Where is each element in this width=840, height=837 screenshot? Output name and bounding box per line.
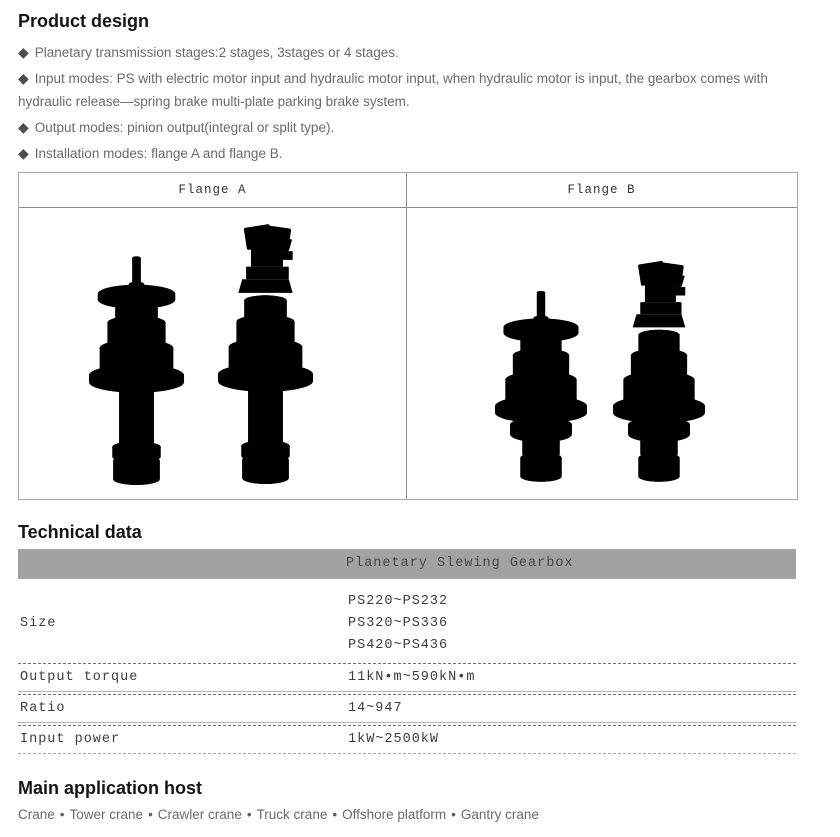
gearbox-drawing-electric-flange-b xyxy=(494,286,588,485)
input-power-value: 1kW~2500kW xyxy=(348,732,440,747)
bullet-text: Output modes: pinion output(integral or split type). xyxy=(34,120,335,135)
row-label: Output torque xyxy=(20,670,139,685)
list-dot-separator: • xyxy=(148,807,153,822)
row-label: Size xyxy=(20,616,57,631)
application-item: Tower crane xyxy=(69,807,144,822)
diamond-bullet-icon: ◆ xyxy=(18,70,29,86)
flange-a-label: Flange A xyxy=(178,183,247,197)
list-dot-separator: • xyxy=(451,807,456,822)
row-label: Input power xyxy=(20,732,121,747)
diamond-bullet-icon: ◆ xyxy=(18,145,29,161)
table-row-ratio xyxy=(18,695,796,722)
table-header-band xyxy=(18,549,796,579)
technical-data-heading: Technical data xyxy=(18,522,142,542)
table-row-output-torque xyxy=(18,664,796,691)
gearbox-drawing-hydraulic-flange-a xyxy=(217,221,314,485)
size-value: PS220~PS232 xyxy=(348,594,449,609)
figure-column-divider xyxy=(406,208,407,499)
flange-b-label: Flange B xyxy=(406,173,796,207)
application-list xyxy=(18,805,820,824)
ratio-value: 14~947 xyxy=(348,701,403,716)
list-dot-separator: • xyxy=(59,807,65,822)
row-separator xyxy=(18,753,796,754)
bullet-text: Input modes: PS with electric motor input and hydraulic motor input, when hydraulic motor is input, the gearbox comes with hydraulic release—spring brake multi-plate parking brake system. xyxy=(18,71,768,109)
output-torque-value: 11kN•m~590kN•m xyxy=(348,670,476,685)
gearbox-drawing-electric-flange-a xyxy=(88,251,185,488)
size-value: PS420~PS436 xyxy=(348,638,449,653)
table-row-size xyxy=(18,579,796,663)
product-design-heading: Product design xyxy=(18,11,150,31)
gearbox-drawing-hydraulic-flange-b xyxy=(612,258,706,485)
flange-figure-header xyxy=(19,173,797,208)
application-item: Crane xyxy=(18,807,55,822)
list-dot-separator: • xyxy=(246,807,252,822)
application-item: Crawler crane xyxy=(157,807,242,822)
diamond-bullet-icon: ◆ xyxy=(18,119,29,135)
bullet-input-modes xyxy=(18,67,818,113)
application-item: Truck crane xyxy=(256,807,328,822)
table-header-label: Planetary Slewing Gearbox xyxy=(346,556,574,571)
row-values xyxy=(348,591,448,657)
bullet-installation-modes xyxy=(18,142,818,165)
application-item: Offshore platform xyxy=(342,807,447,822)
flange-figure-body xyxy=(19,208,797,499)
bullet-text: Planetary transmission stages:2 stages, 3stages or 4 stages. xyxy=(34,45,399,60)
application-item: Gantry crane xyxy=(460,807,539,822)
size-value: PS320~PS336 xyxy=(348,616,449,631)
technical-data-table xyxy=(18,549,796,754)
bullet-text: Installation modes: flange A and flange B. xyxy=(34,146,283,161)
table-row-input-power xyxy=(18,726,796,753)
list-dot-separator: • xyxy=(332,807,338,822)
bullet-transmission-stages xyxy=(18,41,818,64)
main-application-heading: Main application host xyxy=(18,778,203,798)
bullet-output-modes xyxy=(18,116,818,139)
diamond-bullet-icon: ◆ xyxy=(18,44,29,60)
flange-figure-table xyxy=(18,172,798,500)
row-label: Ratio xyxy=(20,701,66,716)
